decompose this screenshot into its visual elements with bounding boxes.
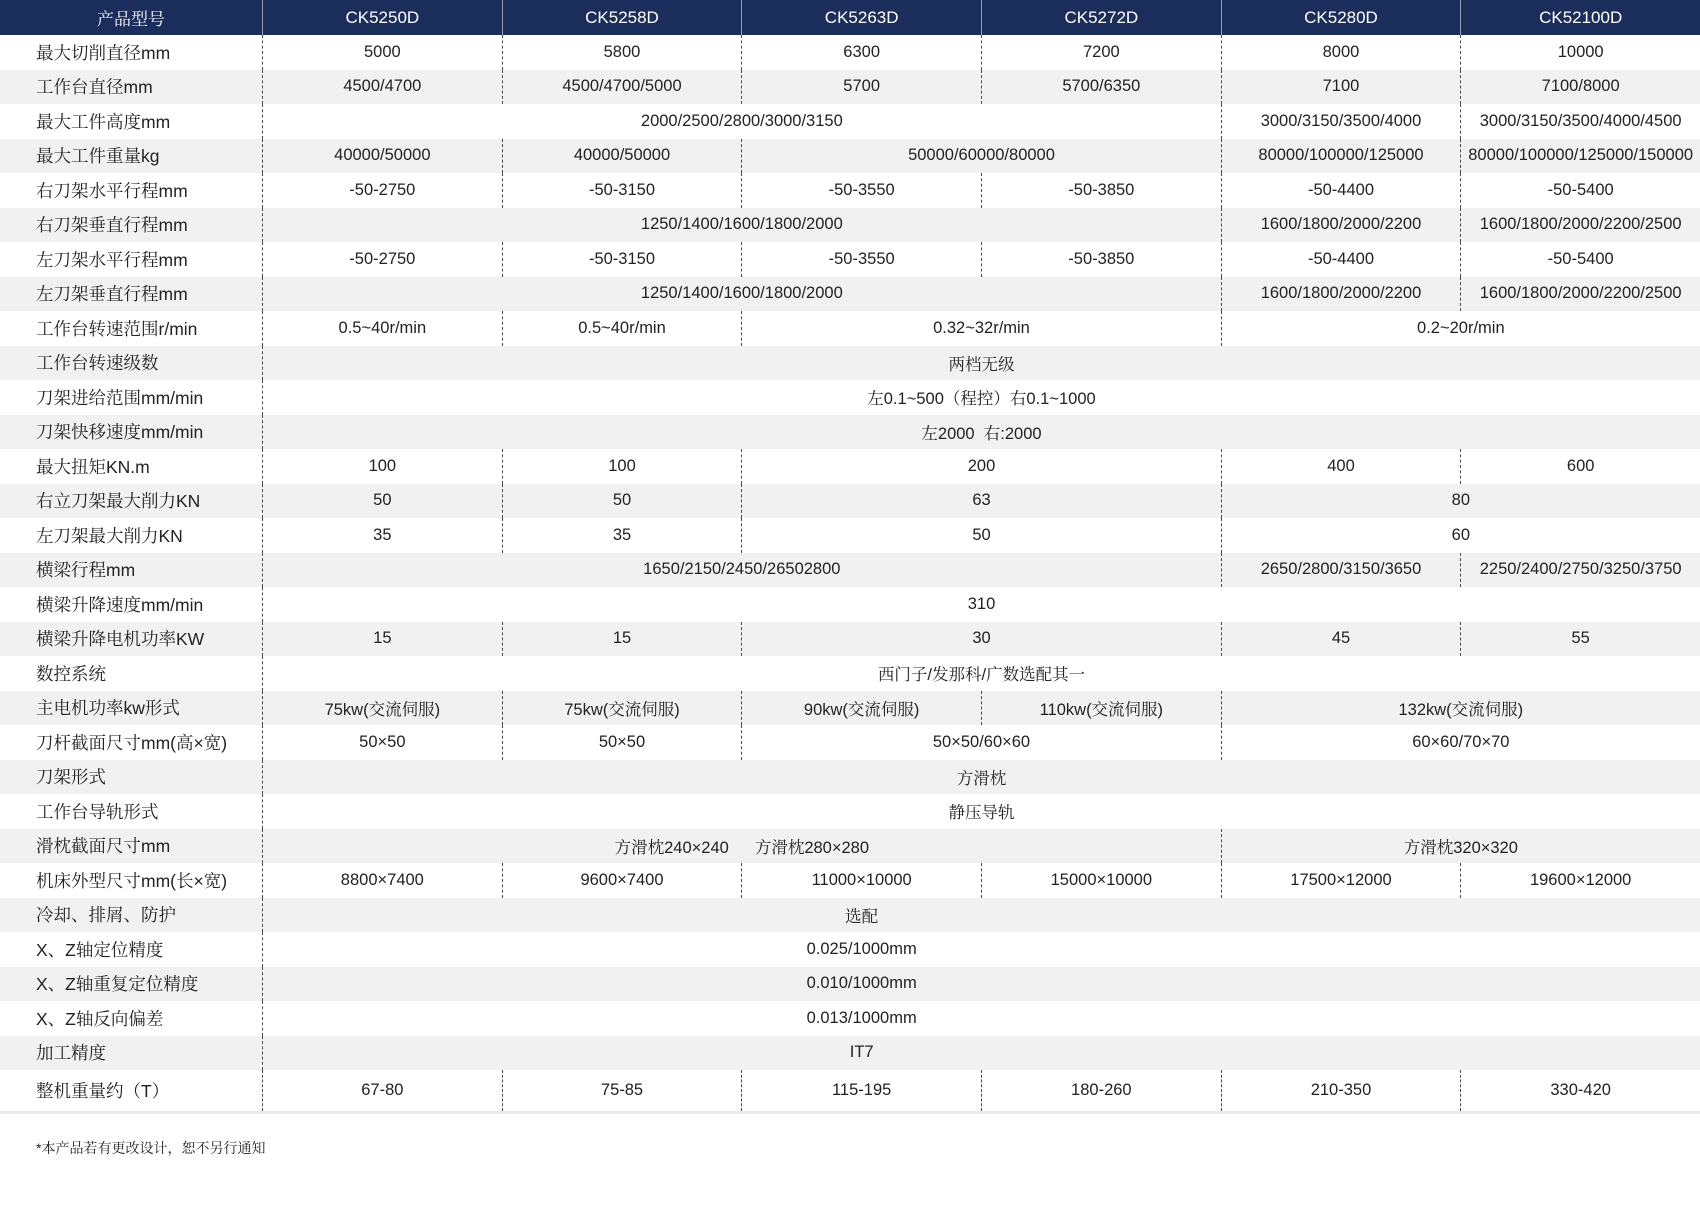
- spec-value: 35: [502, 518, 742, 553]
- spec-value: 5700: [741, 70, 981, 105]
- spec-label: 最大工件重量kg: [36, 146, 160, 167]
- spec-row: [0, 967, 1700, 1002]
- spec-value: 11000×10000: [741, 863, 981, 898]
- spec-value: 50000/60000/80000: [741, 139, 1220, 174]
- spec-label: 最大切削直径mm: [36, 42, 171, 63]
- spec-value: 63: [741, 484, 1220, 519]
- spec-value: -50-4400: [1221, 242, 1461, 277]
- spec-value: -50-2750: [262, 242, 502, 277]
- spec-value: 方滑枕320×320: [1221, 829, 1700, 864]
- spec-label: 主电机功率kw形式: [36, 698, 180, 719]
- spec-row: [0, 794, 1700, 829]
- spec-value: 10000: [1460, 35, 1700, 70]
- spec-value: 40000/50000: [502, 139, 742, 174]
- spec-value: 15: [502, 622, 742, 657]
- spec-label: 滑枕截面尺寸mm: [36, 836, 171, 857]
- spec-value: 3000/3150/3500/4000/4500: [1460, 104, 1700, 139]
- spec-value: 90kw(交流伺服): [741, 691, 981, 726]
- spec-value-part: 方滑枕240×240: [614, 838, 729, 857]
- spec-value: 9600×7400: [502, 863, 742, 898]
- spec-row: [0, 208, 1700, 243]
- spec-value: 400: [1221, 449, 1461, 484]
- spec-label: 右刀架垂直行程mm: [36, 215, 188, 236]
- spec-value: 80000/100000/125000: [1221, 139, 1461, 174]
- model-header-ck5258d: CK5258D: [502, 0, 742, 35]
- spec-value: 5700/6350: [981, 70, 1221, 105]
- spec-value: -50-3850: [981, 173, 1221, 208]
- spec-row: [0, 691, 1700, 726]
- spec-value: 4500/4700/5000: [502, 70, 742, 105]
- spec-value: 100: [262, 449, 502, 484]
- spec-value: [1460, 932, 1700, 967]
- spec-value: -50-3150: [502, 242, 742, 277]
- spec-row: [0, 277, 1700, 312]
- spec-row: [0, 553, 1700, 588]
- spec-value: -50-5400: [1460, 242, 1700, 277]
- spec-value: 0.5~40r/min: [502, 311, 742, 346]
- spec-row: [0, 415, 1700, 450]
- spec-value: -50-3550: [741, 173, 981, 208]
- spec-row: [0, 311, 1700, 346]
- model-header-ck5272d: CK5272D: [981, 0, 1221, 35]
- spec-value: -50-3550: [741, 242, 981, 277]
- spec-value: 1250/1400/1600/1800/2000: [262, 208, 1221, 243]
- spec-value: 50: [262, 484, 502, 519]
- spec-label: 刀杆截面尺寸mm(高×宽): [36, 732, 228, 753]
- spec-label: 刀架快移速度mm/min: [36, 422, 204, 443]
- model-header-ck5280d: CK5280D: [1221, 0, 1461, 35]
- spec-label: X、Z轴定位精度: [36, 939, 164, 960]
- spec-value: 0.2~20r/min: [1221, 311, 1700, 346]
- spec-value: 两档无级: [262, 346, 1700, 381]
- spec-value: 西门子/发那科/广数选配其一: [262, 656, 1700, 691]
- spec-value: 1600/1800/2000/2200/2500: [1460, 208, 1700, 243]
- spec-value: 15000×10000: [981, 863, 1221, 898]
- spec-value: 选配: [262, 898, 1460, 933]
- spec-value: [1460, 1001, 1700, 1036]
- spec-label: 工作台转速级数: [36, 353, 159, 374]
- spec-row: [0, 898, 1700, 933]
- spec-label: X、Z轴重复定位精度: [36, 974, 199, 995]
- spec-value: 50: [741, 518, 1220, 553]
- spec-value: 55: [1460, 622, 1700, 657]
- spec-row: [0, 173, 1700, 208]
- spec-value: [262, 829, 1221, 864]
- header-label: 产品型号: [97, 10, 165, 29]
- spec-value: 左2000 右:2000: [262, 415, 1700, 450]
- spec-value: 75-85: [502, 1070, 742, 1111]
- spec-value: 3000/3150/3500/4000: [1221, 104, 1461, 139]
- spec-value: 75kw(交流伺服): [262, 691, 502, 726]
- spec-row: [0, 1036, 1700, 1071]
- spec-value: 35: [262, 518, 502, 553]
- spec-row: [0, 35, 1700, 70]
- spec-value: 210-350: [1221, 1070, 1461, 1111]
- spec-label: 左刀架水平行程mm: [36, 249, 188, 270]
- spec-value: -50-2750: [262, 173, 502, 208]
- spec-value: 132kw(交流伺服): [1221, 691, 1700, 726]
- spec-value: 330-420: [1460, 1070, 1700, 1111]
- table-header: [0, 0, 1700, 35]
- spec-label: 加工精度: [36, 1043, 106, 1064]
- spec-value: 0.5~40r/min: [262, 311, 502, 346]
- spec-value: [1460, 1036, 1700, 1071]
- spec-row: [0, 656, 1700, 691]
- spec-value: 2250/2400/2750/3250/3750: [1460, 553, 1700, 588]
- spec-row: [0, 622, 1700, 657]
- spec-value: 50×50/60×60: [741, 725, 1220, 760]
- spec-value: [1460, 967, 1700, 1002]
- spec-row: [0, 449, 1700, 484]
- spec-value: 0.025/1000mm: [262, 932, 1460, 967]
- spec-value: 310: [262, 587, 1700, 622]
- spec-row: [0, 484, 1700, 519]
- spec-value: 5800: [502, 35, 742, 70]
- spec-row: [0, 242, 1700, 277]
- spec-value: 80000/100000/125000/150000: [1460, 139, 1700, 174]
- spec-value: 30: [741, 622, 1220, 657]
- spec-value: 7200: [981, 35, 1221, 70]
- spec-value: 1600/1800/2000/2200: [1221, 208, 1461, 243]
- spec-value: 1650/2150/2450/26502800: [262, 553, 1221, 588]
- spec-value: -50-3150: [502, 173, 742, 208]
- spec-label: 数控系统: [36, 663, 106, 684]
- spec-value: 50×50: [262, 725, 502, 760]
- spec-value: 19600×12000: [1460, 863, 1700, 898]
- spec-row: [0, 104, 1700, 139]
- spec-value: 15: [262, 622, 502, 657]
- spec-value: 110kw(交流伺服): [981, 691, 1221, 726]
- spec-row: [0, 760, 1700, 795]
- spec-label: 横梁升降电机功率KW: [36, 629, 205, 650]
- spec-label: 右刀架水平行程mm: [36, 180, 188, 201]
- spec-value: 方滑枕: [262, 760, 1700, 795]
- spec-label: 左刀架最大削力KN: [36, 525, 183, 546]
- spec-value: 2000/2500/2800/3000/3150: [262, 104, 1221, 139]
- spec-label: 右立刀架最大削力KN: [36, 491, 201, 512]
- spec-row: [0, 863, 1700, 898]
- spec-value: 7100/8000: [1460, 70, 1700, 105]
- spec-label: 整机重量约（T）: [36, 1081, 170, 1101]
- spec-value: 5000: [262, 35, 502, 70]
- spec-value: 45: [1221, 622, 1461, 657]
- spec-value: 8000: [1221, 35, 1461, 70]
- spec-row: [0, 518, 1700, 553]
- spec-label: 工作台转速范围r/min: [36, 318, 198, 339]
- spec-label: 刀架形式: [36, 767, 106, 788]
- spec-value: 115-195: [741, 1070, 981, 1111]
- spec-label: 工作台直径mm: [36, 77, 153, 98]
- spec-value: 67-80: [262, 1070, 502, 1111]
- spec-row: [0, 725, 1700, 760]
- spec-value: 75kw(交流伺服): [502, 691, 742, 726]
- spec-label: 横梁升降速度mm/min: [36, 594, 204, 615]
- spec-value: -50-5400: [1460, 173, 1700, 208]
- spec-value: 0.32~32r/min: [741, 311, 1220, 346]
- spec-value: 50×50: [502, 725, 742, 760]
- spec-value: 6300: [741, 35, 981, 70]
- spec-label: 工作台导轨形式: [36, 801, 159, 822]
- spec-value: 静压导轨: [262, 794, 1700, 829]
- spec-value-part: 方滑枕280×280: [754, 838, 870, 857]
- spec-label: 左刀架垂直行程mm: [36, 284, 188, 305]
- spec-row: [0, 139, 1700, 174]
- spec-label: 机床外型尺寸mm(长×宽): [36, 870, 228, 891]
- spec-value: 50: [502, 484, 742, 519]
- spec-label: X、Z轴反向偏差: [36, 1008, 164, 1029]
- spec-value: 0.013/1000mm: [262, 1001, 1460, 1036]
- spec-value: 8800×7400: [262, 863, 502, 898]
- spec-label: 刀架进给范围mm/min: [36, 387, 204, 408]
- spec-row: [0, 70, 1700, 105]
- spec-value: [1460, 898, 1700, 933]
- spec-value: 40000/50000: [262, 139, 502, 174]
- spec-row: [0, 587, 1700, 622]
- spec-value: 0.010/1000mm: [262, 967, 1460, 1002]
- spec-row: [0, 829, 1700, 864]
- spec-value: 4500/4700: [262, 70, 502, 105]
- spec-value: 7100: [1221, 70, 1461, 105]
- spec-label: 最大工件高度mm: [36, 111, 171, 132]
- spec-row: [0, 346, 1700, 381]
- spec-value: -50-3850: [981, 242, 1221, 277]
- spec-value: 17500×12000: [1221, 863, 1461, 898]
- spec-label: 最大扭矩KN.m: [36, 456, 150, 477]
- spec-value: -50-4400: [1221, 173, 1461, 208]
- spec-value: 左0.1~500（程控）右0.1~1000: [262, 380, 1700, 415]
- spec-row: [0, 380, 1700, 415]
- spec-label: 冷却、排屑、防护: [36, 905, 176, 926]
- model-header-ck52100d: CK52100D: [1460, 0, 1700, 35]
- spec-value: IT7: [262, 1036, 1460, 1071]
- spec-value: 200: [741, 449, 1220, 484]
- spec-value: 180-260: [981, 1070, 1221, 1111]
- spec-value: 100: [502, 449, 742, 484]
- spec-value: 1250/1400/1600/1800/2000: [262, 277, 1221, 312]
- spec-value: 1600/1800/2000/2200: [1221, 277, 1461, 312]
- spec-label: 横梁行程mm: [36, 560, 136, 581]
- spec-value: 2650/2800/3150/3650: [1221, 553, 1461, 588]
- spec-value: 1600/1800/2000/2200/2500: [1460, 277, 1700, 312]
- footnote: *本产品若有更改设计，恕不另行通知: [36, 1140, 266, 1156]
- spec-value: 60×60/70×70: [1221, 725, 1700, 760]
- model-header-ck5263d: CK5263D: [741, 0, 981, 35]
- spec-row: [0, 932, 1700, 967]
- spec-value: 60: [1221, 518, 1700, 553]
- model-header-ck5250d: CK5250D: [262, 0, 502, 35]
- spec-value: 80: [1221, 484, 1700, 519]
- spec-row: [0, 1070, 1700, 1111]
- spec-value: 600: [1460, 449, 1700, 484]
- spec-row: [0, 1001, 1700, 1036]
